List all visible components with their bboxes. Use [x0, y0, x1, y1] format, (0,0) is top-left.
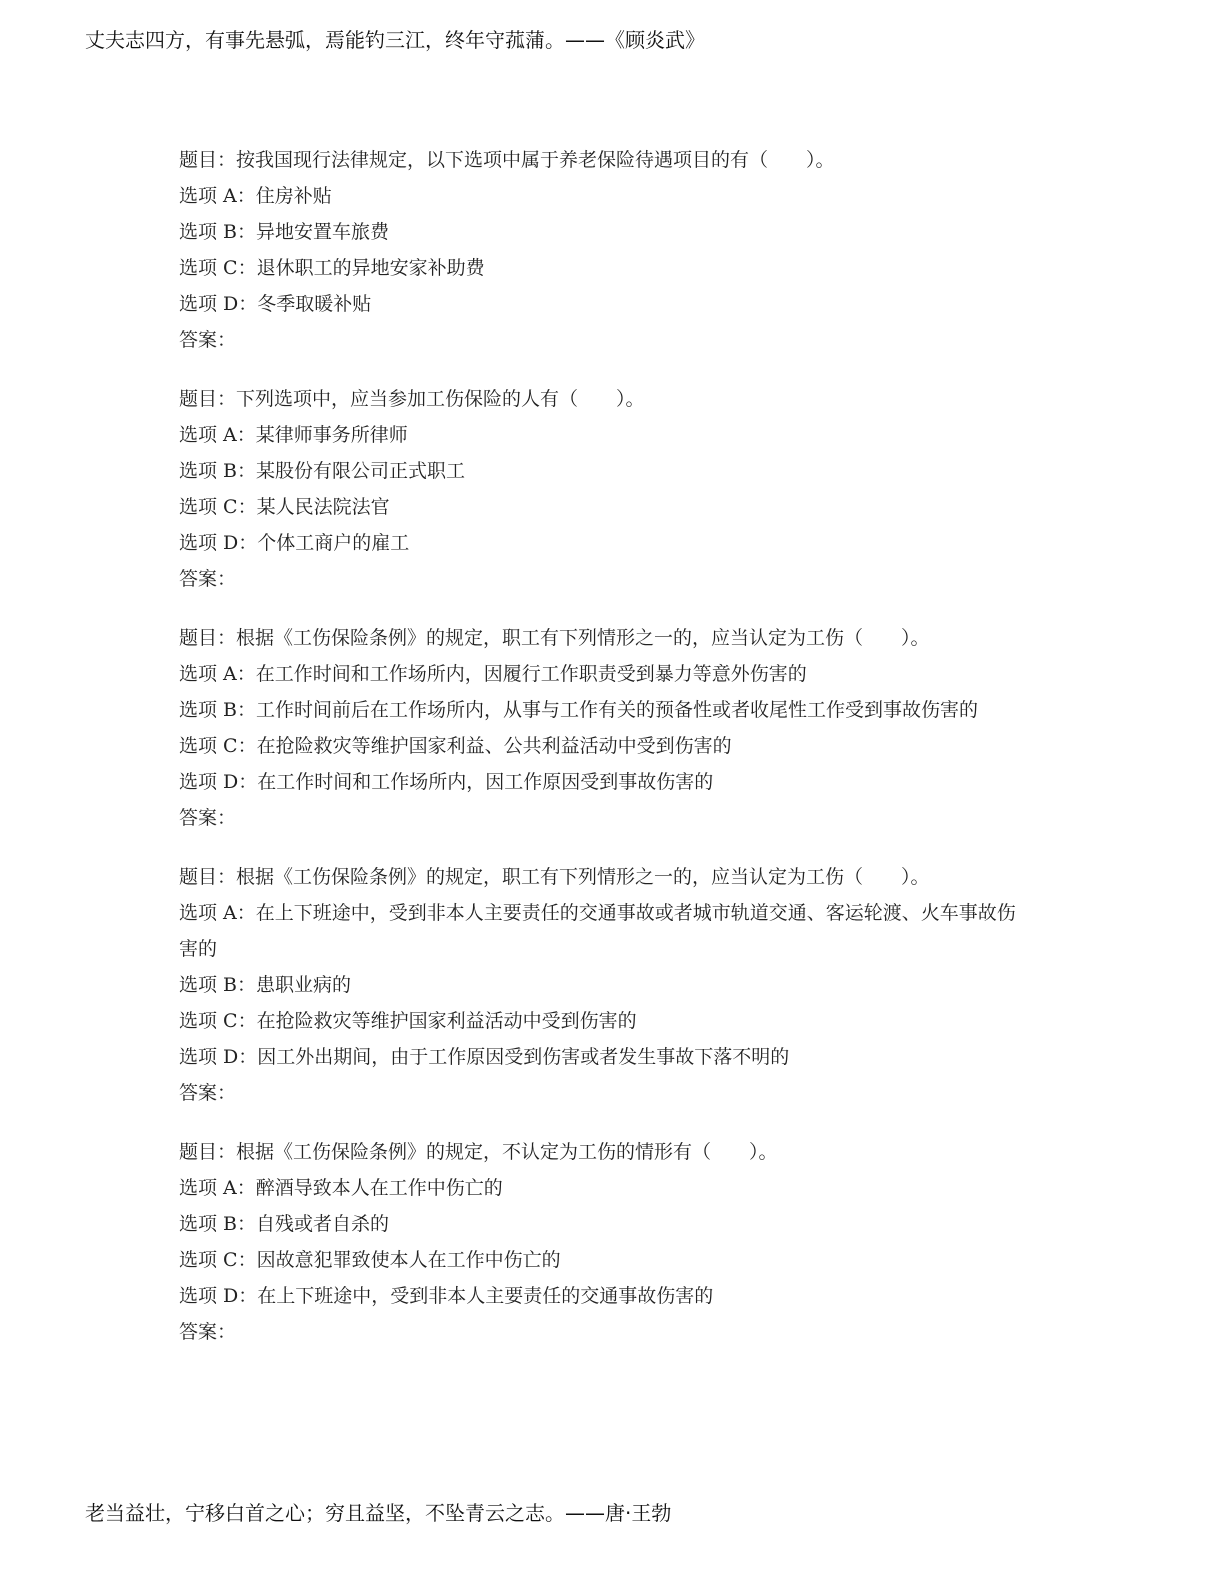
option-d: 选项 D：因工外出期间，由于工作原因受到伤害或者发生事故下落不明的	[179, 1046, 790, 1068]
option-b: 选项 B：异地安置车旅费	[179, 221, 390, 243]
header-quote: 丈夫志四方，有事先悬弧，焉能钓三江，终年守菰蒲。——《顾炎武》	[85, 28, 705, 52]
option-a: 选项 A：住房补贴	[179, 185, 332, 207]
option-c: 选项 C：某人民法院法官	[179, 496, 390, 518]
option-c: 选项 C：因故意犯罪致使本人在工作中伤亡的	[179, 1249, 561, 1271]
answer-label: 答案：	[179, 329, 237, 351]
question-block-4	[179, 859, 1034, 1111]
question-text: 题目：按我国现行法律规定，以下选项中属于养老保险待遇项目的有（ ）。	[179, 149, 835, 171]
option-b: 选项 B：患职业病的	[179, 974, 352, 996]
option-d: 选项 D：在上下班途中，受到非本人主要责任的交通事故伤害的	[179, 1285, 714, 1307]
answer-label: 答案：	[179, 568, 237, 590]
question-text: 题目：根据《工伤保险条例》的规定，职工有下列情形之一的，应当认定为工伤（ ）。	[179, 627, 930, 649]
option-c: 选项 C：在抢险救灾等维护国家利益、公共利益活动中受到伤害的	[179, 735, 732, 757]
question-text: 题目：根据《工伤保险条例》的规定，职工有下列情形之一的，应当认定为工伤（ ）。	[179, 866, 930, 888]
option-b: 选项 B：工作时间前后在工作场所内，从事与工作有关的预备性或者收尾性工作受到事故伤害的	[179, 699, 979, 721]
option-d: 选项 D：冬季取暖补贴	[179, 293, 372, 315]
question-block-3	[179, 620, 1034, 836]
question-list	[179, 142, 1034, 1373]
option-b: 选项 B：自残或者自杀的	[179, 1213, 390, 1235]
question-block-5	[179, 1134, 1034, 1350]
answer-label: 答案：	[179, 1082, 237, 1104]
footer-quote: 老当益壮，宁移白首之心；穷且益坚，不坠青云之志。——唐·王勃	[85, 1501, 672, 1525]
question-text: 题目：根据《工伤保险条例》的规定，不认定为工伤的情形有（ ）。	[179, 1141, 778, 1163]
option-a: 选项 A：醉酒导致本人在工作中伤亡的	[179, 1177, 503, 1199]
option-b: 选项 B：某股份有限公司正式职工	[179, 460, 466, 482]
option-c: 选项 C：在抢险救灾等维护国家利益活动中受到伤害的	[179, 1010, 637, 1032]
question-text: 题目：下列选项中，应当参加工伤保险的人有（ ）。	[179, 388, 645, 410]
option-a: 选项 A：某律师事务所律师	[179, 424, 408, 446]
option-d: 选项 D：个体工商户的雇工	[179, 532, 410, 554]
option-a: 选项 A：在工作时间和工作场所内，因履行工作职责受到暴力等意外伤害的	[179, 663, 807, 685]
question-block-2	[179, 381, 1034, 597]
option-c: 选项 C：退休职工的异地安家补助费	[179, 257, 485, 279]
question-block-1	[179, 142, 1034, 358]
option-a: 选项 A：在上下班途中，受到非本人主要责任的交通事故或者城市轨道交通、客运轮渡、火车事故伤害的	[179, 902, 1016, 960]
answer-label: 答案：	[179, 1321, 237, 1343]
option-d: 选项 D：在工作时间和工作场所内，因工作原因受到事故伤害的	[179, 771, 714, 793]
answer-label: 答案：	[179, 807, 237, 829]
